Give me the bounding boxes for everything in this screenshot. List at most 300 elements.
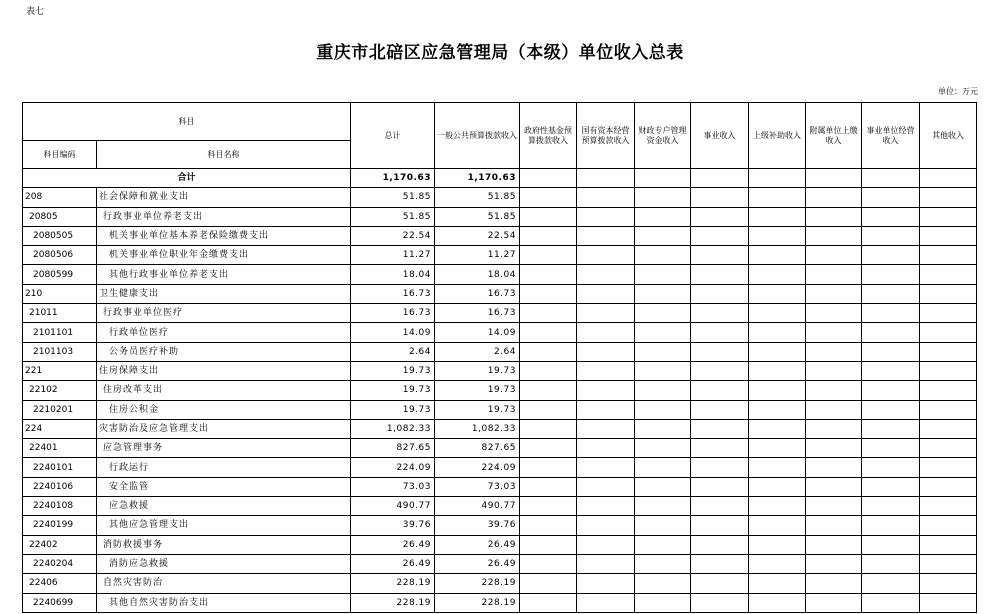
row-total: 228.19	[351, 593, 435, 612]
table-row	[23, 284, 977, 303]
row-total: 827.65	[351, 439, 435, 458]
total-general: 1,170.63	[435, 169, 520, 188]
row-empty-cell	[806, 516, 862, 535]
row-empty-cell	[862, 381, 920, 400]
row-empty-cell	[520, 400, 577, 419]
row-empty-cell	[691, 458, 749, 477]
row-empty-cell	[691, 400, 749, 419]
table-tag: 表七	[26, 7, 45, 17]
row-empty-cell	[577, 188, 635, 207]
row-empty-cell	[577, 439, 635, 458]
row-total: 14.09	[351, 323, 435, 342]
row-empty-cell	[520, 265, 577, 284]
row-general: 228.19	[435, 574, 520, 593]
row-code: 2080599	[23, 265, 97, 284]
row-empty-cell	[862, 535, 920, 554]
row-name: 应急救援	[97, 497, 351, 516]
row-name: 其他自然灾害防治支出	[97, 593, 351, 612]
row-empty-cell	[577, 246, 635, 265]
row-code: 2240699	[23, 593, 97, 612]
row-empty-cell	[577, 361, 635, 380]
row-empty-cell	[749, 535, 806, 554]
row-empty-cell	[691, 188, 749, 207]
row-general: 11.27	[435, 246, 520, 265]
row-empty-cell	[520, 593, 577, 612]
income-table	[22, 102, 977, 613]
row-name: 其他应急管理支出	[97, 516, 351, 535]
row-empty-cell	[691, 593, 749, 612]
row-total: 2.64	[351, 342, 435, 361]
row-total: 16.73	[351, 304, 435, 323]
row-name: 自然灾害防治	[97, 574, 351, 593]
row-empty-cell	[749, 246, 806, 265]
row-code: 2240199	[23, 516, 97, 535]
row-name: 住房公积金	[97, 400, 351, 419]
row-code: 22406	[23, 574, 97, 593]
row-empty-cell	[920, 188, 977, 207]
header-other: 其他收入	[920, 103, 977, 169]
row-empty-cell	[577, 419, 635, 438]
row-total: 1,082.33	[351, 419, 435, 438]
row-general: 19.73	[435, 400, 520, 419]
header-business: 事业收入	[691, 103, 749, 169]
row-empty-cell	[635, 593, 691, 612]
row-empty-cell	[749, 284, 806, 303]
row-empty-cell	[920, 284, 977, 303]
row-general: 22.54	[435, 226, 520, 245]
row-general: 19.73	[435, 361, 520, 380]
row-empty-cell	[862, 304, 920, 323]
header-total: 总计	[351, 103, 435, 169]
row-empty-cell	[691, 497, 749, 516]
row-empty-cell	[806, 439, 862, 458]
row-empty-cell	[920, 516, 977, 535]
row-empty-cell	[577, 207, 635, 226]
row-general: 16.73	[435, 284, 520, 303]
row-total: 26.49	[351, 535, 435, 554]
table-row	[23, 477, 977, 496]
row-code: 22401	[23, 439, 97, 458]
row-empty-cell	[520, 188, 577, 207]
row-empty-cell	[806, 554, 862, 573]
row-total: 22.54	[351, 226, 435, 245]
row-empty-cell	[691, 574, 749, 593]
row-empty-cell	[920, 477, 977, 496]
row-total: 11.27	[351, 246, 435, 265]
row-total: 490.77	[351, 497, 435, 516]
row-code: 2080505	[23, 226, 97, 245]
table-row	[23, 323, 977, 342]
table-row	[23, 226, 977, 245]
table-row	[23, 188, 977, 207]
row-empty-cell	[920, 226, 977, 245]
row-empty-cell	[920, 554, 977, 573]
row-empty-cell	[520, 361, 577, 380]
row-empty-cell	[635, 246, 691, 265]
table-row	[23, 207, 977, 226]
table-row	[23, 381, 977, 400]
row-name: 消防救援事务	[97, 535, 351, 554]
row-empty-cell	[520, 554, 577, 573]
row-empty-cell	[577, 477, 635, 496]
row-total: 73.03	[351, 477, 435, 496]
header-general-budget: 一般公共预算拨款收入	[435, 103, 520, 169]
row-empty-cell	[806, 535, 862, 554]
row-empty-cell	[920, 458, 977, 477]
row-name: 社会保障和就业支出	[97, 188, 351, 207]
row-empty-cell	[806, 593, 862, 612]
row-empty-cell	[520, 419, 577, 438]
row-total: 224.09	[351, 458, 435, 477]
row-code: 210	[23, 284, 97, 303]
row-empty-cell	[691, 554, 749, 573]
row-empty-cell	[577, 497, 635, 516]
row-empty-cell	[635, 516, 691, 535]
total-total: 1,170.63	[351, 169, 435, 188]
row-empty-cell	[635, 497, 691, 516]
row-empty-cell	[749, 458, 806, 477]
row-empty-cell	[920, 497, 977, 516]
row-general: 19.73	[435, 381, 520, 400]
row-empty-cell	[691, 226, 749, 245]
row-general: 73.03	[435, 477, 520, 496]
row-empty-cell	[920, 593, 977, 612]
row-empty-cell	[920, 419, 977, 438]
row-empty-cell	[749, 304, 806, 323]
row-code: 2080506	[23, 246, 97, 265]
row-code: 20805	[23, 207, 97, 226]
row-empty-cell	[635, 323, 691, 342]
row-total: 51.85	[351, 188, 435, 207]
row-total: 26.49	[351, 554, 435, 573]
row-empty-cell	[806, 265, 862, 284]
row-empty-cell	[691, 304, 749, 323]
row-empty-cell	[691, 477, 749, 496]
row-empty-cell	[635, 188, 691, 207]
row-name: 行政运行	[97, 458, 351, 477]
row-general: 26.49	[435, 535, 520, 554]
row-empty-cell	[635, 207, 691, 226]
row-empty-cell	[920, 246, 977, 265]
row-empty-cell	[862, 246, 920, 265]
row-empty-cell	[577, 593, 635, 612]
table-row	[23, 304, 977, 323]
table-row	[23, 342, 977, 361]
row-code: 2101101	[23, 323, 97, 342]
row-code: 2101103	[23, 342, 97, 361]
row-empty-cell	[862, 265, 920, 284]
row-empty-cell	[635, 361, 691, 380]
row-empty-cell	[862, 439, 920, 458]
row-code: 208	[23, 188, 97, 207]
row-name: 灾害防治及应急管理支出	[97, 419, 351, 438]
row-name: 行政事业单位养老支出	[97, 207, 351, 226]
row-code: 2210201	[23, 400, 97, 419]
row-empty-cell	[862, 188, 920, 207]
row-code: 21011	[23, 304, 97, 323]
row-empty-cell	[691, 342, 749, 361]
row-empty-cell	[806, 323, 862, 342]
row-empty-cell	[577, 574, 635, 593]
row-empty-cell	[920, 361, 977, 380]
row-empty-cell	[691, 439, 749, 458]
row-empty-cell	[806, 400, 862, 419]
row-empty-cell	[749, 323, 806, 342]
row-empty-cell	[920, 323, 977, 342]
row-empty-cell	[635, 265, 691, 284]
total-row	[23, 169, 977, 188]
row-empty-cell	[635, 574, 691, 593]
unit-label: 单位：万元	[938, 87, 978, 96]
row-empty-cell	[691, 207, 749, 226]
row-code: 22402	[23, 535, 97, 554]
row-empty-cell	[806, 419, 862, 438]
row-empty-cell	[520, 535, 577, 554]
row-empty-cell	[749, 419, 806, 438]
table-row	[23, 458, 977, 477]
row-code: 2240106	[23, 477, 97, 496]
row-empty-cell	[635, 419, 691, 438]
row-empty-cell	[691, 535, 749, 554]
row-empty-cell	[862, 458, 920, 477]
row-empty-cell	[520, 304, 577, 323]
row-empty-cell	[862, 477, 920, 496]
row-name: 其他行政事业单位养老支出	[97, 265, 351, 284]
row-name: 应急管理事务	[97, 439, 351, 458]
row-name: 住房改革支出	[97, 381, 351, 400]
row-general: 26.49	[435, 554, 520, 573]
row-empty-cell	[749, 265, 806, 284]
row-empty-cell	[920, 265, 977, 284]
row-empty-cell	[635, 439, 691, 458]
table-row	[23, 535, 977, 554]
row-empty-cell	[749, 342, 806, 361]
header-superior-subsidy: 上级补助收入	[749, 103, 806, 169]
row-empty-cell	[635, 284, 691, 303]
row-empty-cell	[577, 342, 635, 361]
row-empty-cell	[520, 458, 577, 477]
total-label: 合计	[23, 169, 351, 188]
row-name: 安全监管	[97, 477, 351, 496]
row-empty-cell	[577, 516, 635, 535]
row-empty-cell	[577, 284, 635, 303]
row-empty-cell	[862, 516, 920, 535]
row-general: 51.85	[435, 207, 520, 226]
row-empty-cell	[520, 226, 577, 245]
row-general: 39.76	[435, 516, 520, 535]
table-row	[23, 246, 977, 265]
row-name: 公务员医疗补助	[97, 342, 351, 361]
row-general: 1,082.33	[435, 419, 520, 438]
row-empty-cell	[577, 381, 635, 400]
row-empty-cell	[806, 361, 862, 380]
row-empty-cell	[520, 246, 577, 265]
row-empty-cell	[806, 381, 862, 400]
row-empty-cell	[862, 342, 920, 361]
row-empty-cell	[749, 516, 806, 535]
table-row	[23, 497, 977, 516]
row-empty-cell	[577, 535, 635, 554]
row-general: 16.73	[435, 304, 520, 323]
row-empty-cell	[691, 265, 749, 284]
row-empty-cell	[520, 342, 577, 361]
row-empty-cell	[635, 226, 691, 245]
row-empty-cell	[520, 477, 577, 496]
header-gov-fund: 政府性基金预算拨款收入	[520, 103, 577, 169]
table-row	[23, 516, 977, 535]
row-empty-cell	[635, 458, 691, 477]
row-empty-cell	[691, 419, 749, 438]
row-empty-cell	[749, 361, 806, 380]
row-total: 18.04	[351, 265, 435, 284]
row-empty-cell	[862, 323, 920, 342]
row-empty-cell	[862, 400, 920, 419]
row-empty-cell	[749, 400, 806, 419]
row-name: 住房保障支出	[97, 361, 351, 380]
row-empty-cell	[806, 284, 862, 303]
row-empty-cell	[806, 497, 862, 516]
row-empty-cell	[520, 207, 577, 226]
row-empty-cell	[920, 400, 977, 419]
row-general: 228.19	[435, 593, 520, 612]
row-empty-cell	[749, 439, 806, 458]
row-empty-cell	[749, 226, 806, 245]
row-code: 224	[23, 419, 97, 438]
row-empty-cell	[920, 304, 977, 323]
row-general: 14.09	[435, 323, 520, 342]
row-total: 228.19	[351, 574, 435, 593]
row-empty-cell	[806, 226, 862, 245]
row-empty-cell	[749, 497, 806, 516]
row-empty-cell	[577, 554, 635, 573]
row-code: 2240204	[23, 554, 97, 573]
row-general: 18.04	[435, 265, 520, 284]
row-general: 490.77	[435, 497, 520, 516]
table-row	[23, 574, 977, 593]
row-total: 19.73	[351, 400, 435, 419]
row-general: 224.09	[435, 458, 520, 477]
header-affiliated: 附属单位上缴收入	[806, 103, 862, 169]
row-empty-cell	[635, 400, 691, 419]
row-empty-cell	[577, 265, 635, 284]
row-empty-cell	[577, 400, 635, 419]
row-empty-cell	[920, 207, 977, 226]
row-general: 51.85	[435, 188, 520, 207]
row-name: 机关事业单位基本养老保险缴费支出	[97, 226, 351, 245]
row-empty-cell	[920, 381, 977, 400]
header-code: 科目编码	[23, 141, 97, 169]
row-empty-cell	[749, 477, 806, 496]
row-empty-cell	[806, 458, 862, 477]
row-empty-cell	[862, 207, 920, 226]
row-empty-cell	[862, 497, 920, 516]
row-name: 卫生健康支出	[97, 284, 351, 303]
row-name: 机关事业单位职业年金缴费支出	[97, 246, 351, 265]
row-empty-cell	[577, 323, 635, 342]
table-row	[23, 419, 977, 438]
row-total: 51.85	[351, 207, 435, 226]
row-total: 39.76	[351, 516, 435, 535]
table-row	[23, 400, 977, 419]
row-empty-cell	[635, 554, 691, 573]
row-empty-cell	[806, 246, 862, 265]
header-operating: 事业单位经营收入	[862, 103, 920, 169]
row-empty-cell	[691, 284, 749, 303]
table-row	[23, 593, 977, 612]
row-empty-cell	[691, 516, 749, 535]
row-empty-cell	[635, 477, 691, 496]
row-general: 2.64	[435, 342, 520, 361]
row-empty-cell	[635, 304, 691, 323]
row-empty-cell	[520, 381, 577, 400]
row-code: 22102	[23, 381, 97, 400]
row-name: 行政事业单位医疗	[97, 304, 351, 323]
row-total: 16.73	[351, 284, 435, 303]
row-empty-cell	[862, 284, 920, 303]
row-code: 2240101	[23, 458, 97, 477]
row-empty-cell	[920, 574, 977, 593]
row-empty-cell	[577, 458, 635, 477]
row-empty-cell	[862, 361, 920, 380]
row-empty-cell	[920, 342, 977, 361]
row-empty-cell	[635, 342, 691, 361]
row-empty-cell	[520, 439, 577, 458]
row-empty-cell	[691, 381, 749, 400]
row-empty-cell	[806, 342, 862, 361]
row-empty-cell	[862, 419, 920, 438]
row-total: 19.73	[351, 361, 435, 380]
row-empty-cell	[920, 439, 977, 458]
row-empty-cell	[806, 304, 862, 323]
row-empty-cell	[749, 188, 806, 207]
row-code: 221	[23, 361, 97, 380]
row-empty-cell	[749, 381, 806, 400]
row-empty-cell	[691, 246, 749, 265]
header-fiscal-special: 财政专户管理资金收入	[635, 103, 691, 169]
row-empty-cell	[635, 381, 691, 400]
row-empty-cell	[691, 361, 749, 380]
row-name: 消防应急救援	[97, 554, 351, 573]
row-empty-cell	[749, 554, 806, 573]
row-total: 19.73	[351, 381, 435, 400]
table-row	[23, 554, 977, 573]
row-empty-cell	[520, 516, 577, 535]
header-subject: 科目	[23, 103, 351, 141]
row-empty-cell	[806, 477, 862, 496]
row-empty-cell	[920, 535, 977, 554]
row-empty-cell	[806, 188, 862, 207]
row-empty-cell	[806, 574, 862, 593]
page-title: 重庆市北碚区应急管理局（本级）单位收入总表	[316, 43, 684, 63]
header-name: 科目名称	[97, 141, 351, 169]
row-empty-cell	[749, 207, 806, 226]
row-empty-cell	[806, 207, 862, 226]
row-empty-cell	[862, 226, 920, 245]
row-general: 827.65	[435, 439, 520, 458]
row-empty-cell	[862, 593, 920, 612]
row-empty-cell	[520, 323, 577, 342]
row-name: 行政单位医疗	[97, 323, 351, 342]
row-empty-cell	[520, 574, 577, 593]
table-row	[23, 361, 977, 380]
table-row	[23, 439, 977, 458]
row-empty-cell	[862, 554, 920, 573]
row-empty-cell	[749, 574, 806, 593]
row-empty-cell	[635, 535, 691, 554]
table-row	[23, 265, 977, 284]
row-empty-cell	[749, 593, 806, 612]
row-empty-cell	[577, 304, 635, 323]
